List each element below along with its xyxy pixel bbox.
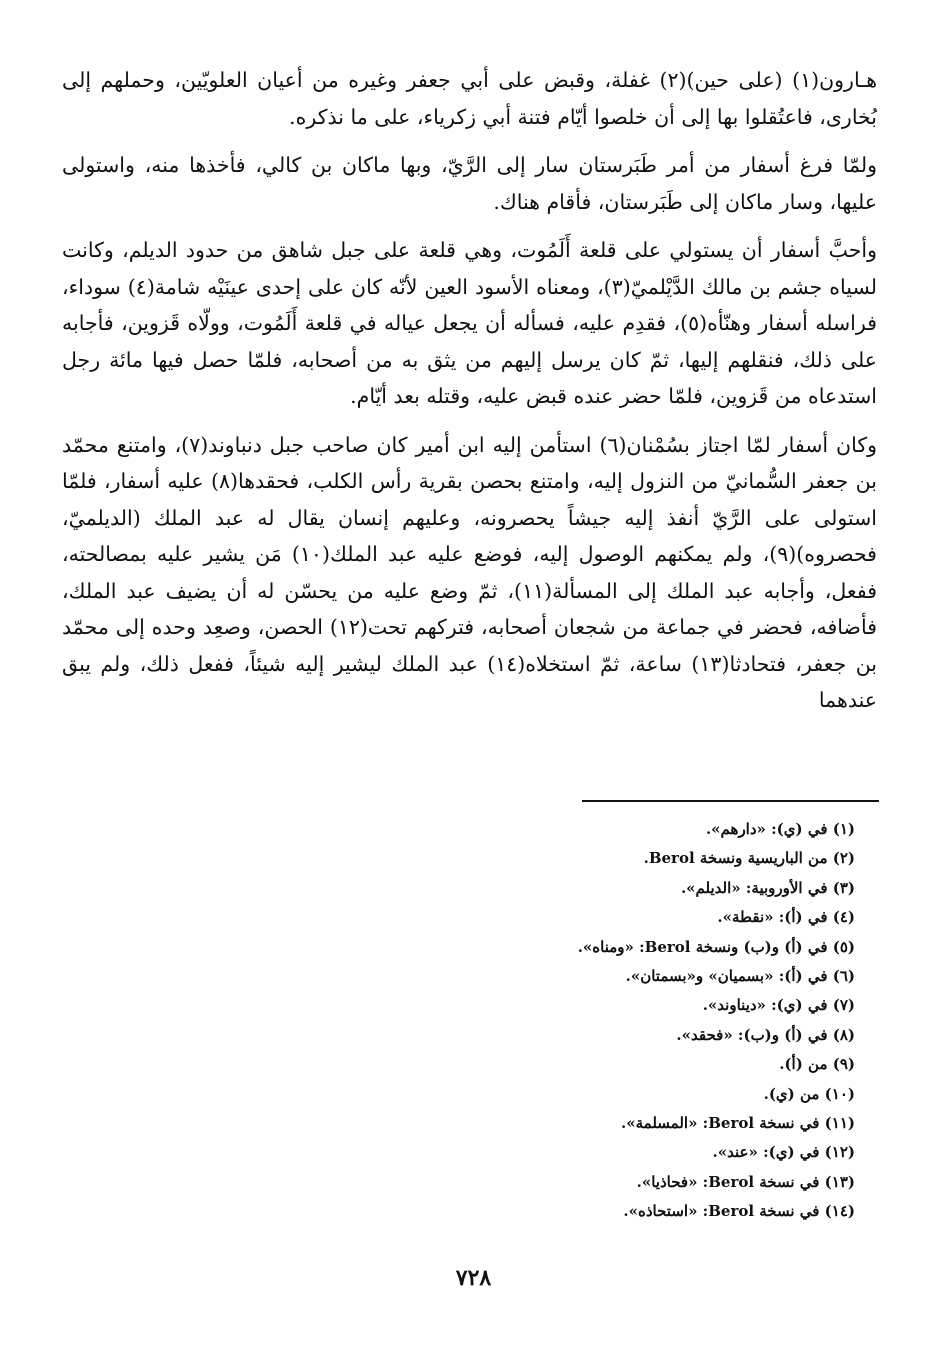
footnote-separator (582, 800, 879, 802)
main-text (62, 62, 877, 719)
paragraph-1: هـارون(١) (على حين)(٢) غفلة، وقبض على أبي جعفر وغيره من أعيان العلويّين، وحملهم إلى بُخارى، فاعتُقلوا بها إلى أن خلصوا أيّام فتنة أبي زكرياء، على ما نذكره. (62, 68, 878, 129)
paragraph-2: ولمّا فرغ أسفار من أمر طَبَرستان سار إلى الرَّيّ، وبها ماكان بن كالي، فأخذها منه، واستولى عليها، وسار ماكان إلى طَبَرستان، فأقام هناك. (62, 153, 877, 214)
footnote-2: (٢) من الباريسية ونسخة Berol. (643, 849, 855, 868)
paragraph-3: وأحبَّ أسفار أن يستولي على قلعة أَلَمُوت، وهي قلعة على جبل شاهق من حدود الديلم، وكانت لسياه جشم بن مالك الدَّيْلميّ(٣)، ومعناه الأسود العين لأنّه كان على إحدى عينَيْه شامة(٤) سوداء، فراسله أسفار وهنّأه(٥)، فقدِم عليه، فسأله أن يجعل عياله في قلعة أَلَمُوت، وولّاه قَزوين، فأجابه على ذلك، فنقلهم إليها، ثمّ كان يرسل إليهم من يثق به من أصحابه، فلمّا حصل فيها مائة رجل استدعاه من قَزوين، فلمّا حضر عنده قبض عليه، وقتله بعد أيّام. (62, 238, 877, 408)
footnote-1: (١) في (ي): «دارهم». (705, 820, 855, 838)
footnote-12: (١٢) في (ي): «عند». (712, 1143, 855, 1162)
footnote-9: (٩) من (أ). (779, 1055, 855, 1074)
footnote-13: (١٣) في نسخة Berol: «فحاذيا». (636, 1172, 855, 1191)
footnote-6: (٦) في (أ): «بسميان» و«بسمتان». (625, 967, 855, 986)
footnote-10: (١٠) من (ي). (763, 1084, 855, 1103)
footnote-8: (٨) في (أ) و(ب): «فحقد». (676, 1025, 855, 1044)
footnote-3: (٣) في الأوروبية: «الديلم». (680, 878, 855, 897)
footnote-7: (٧) في (ي): «ديناوند». (702, 996, 855, 1015)
footnote-14: (١٤) في نسخة Berol: «استحاذه». (623, 1202, 855, 1221)
footnote-5: (٥) في (أ) و(ب) ونسخة Berol: «ومناه». (577, 937, 855, 956)
page-number: ٧٢٨ (455, 1265, 492, 1291)
paragraph-4: وكان أسفار لمّا اجتاز بسُمْنان(٦) استأمن إليه ابن أمير كان صاحب جبل دنباوند(٧)، وامتنع محمّد بن جعفر السُّمانيّ من النزول إليه، وامتنع بحصن بقرية رأس الكلب، فحقدها(٨) عليه أسفار، فلمّا استولى على الرَّيّ أنفذ إليه جيشاً يحصرونه، وعليهم إنسان يقال له عبد الملك (الديلميّ، فحصروه)(٩)، ولم يمكنهم الوصول إليه، فوضع عليه عبد الملك(١٠) مَن يشير عليه بمصالحته، ففعل، وأجابه عبد الملك إلى المسألة(١١)، ثمّ وضع عليه من يحسّن له أن يضيف عبد الملك، فأضافه، فحضر في جماعة من شجعان أصحابه، فتركهم تحت(١٢) الحصن، وصعِد وحده إلى محمّد بن جعفر، فتحادثا(١٣) ساعة، ثمّ استخلاه(١٤) عبد الملك ليشير إليه شيئاً، ففعل ذلك، ولم يبق عندهما (62, 432, 878, 712)
footnote-11: (١١) في نسخة Berol: «المسلمة». (621, 1114, 855, 1133)
footnotes-list (295, 815, 855, 1227)
footnote-4: (٤) في (أ): «نقطة». (717, 908, 855, 927)
